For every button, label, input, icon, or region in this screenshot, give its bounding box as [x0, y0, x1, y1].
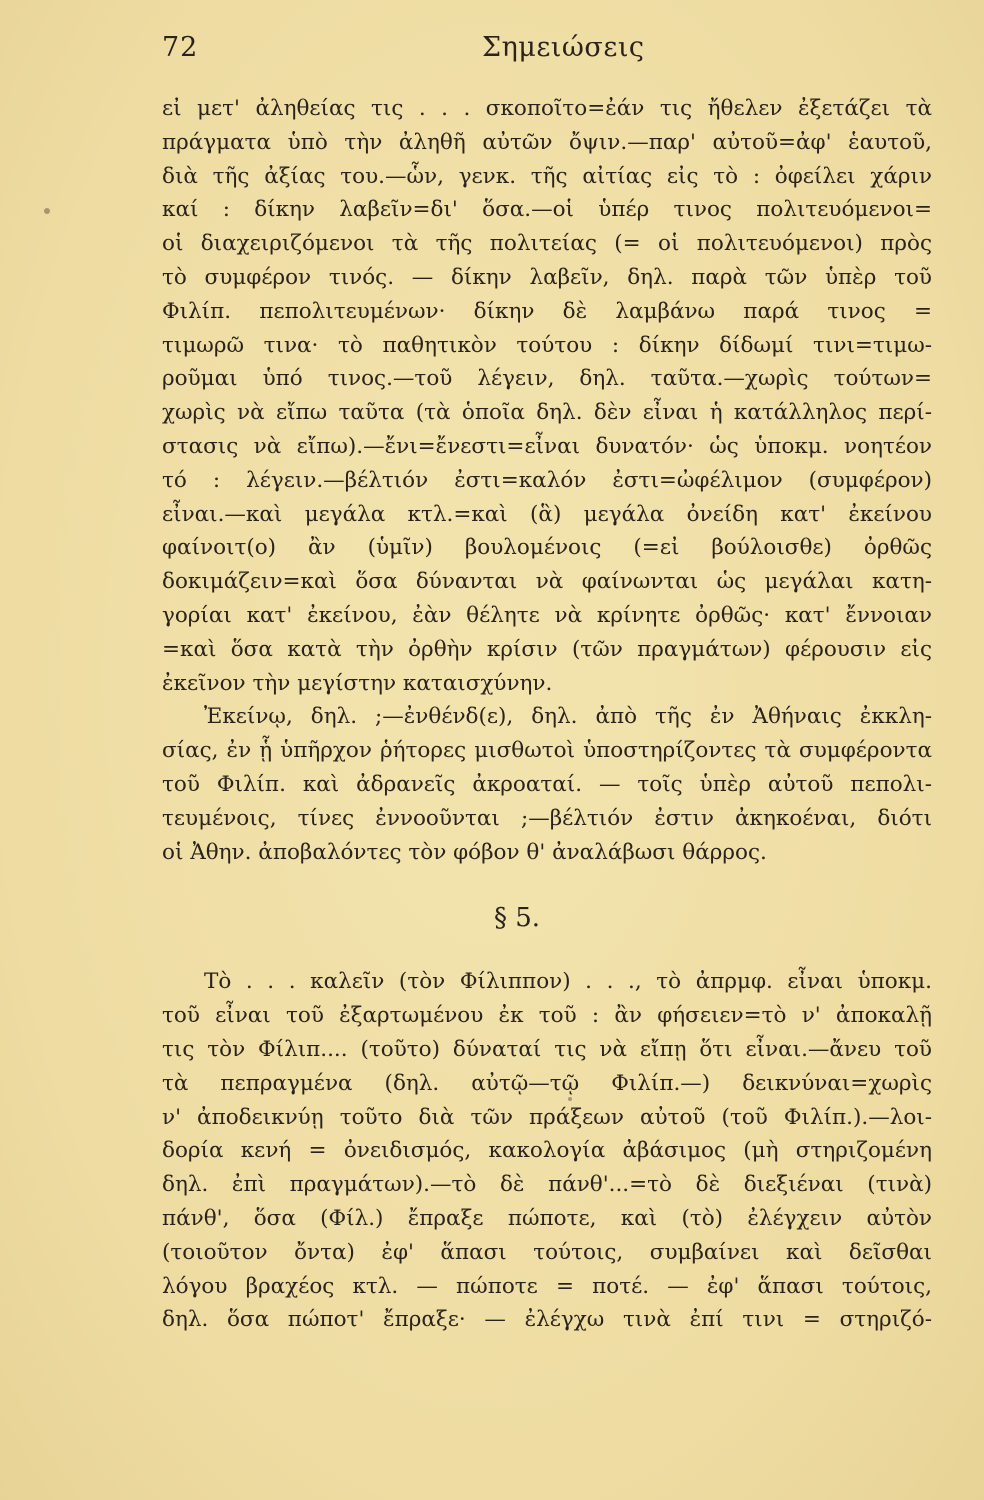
text-line: φαίνοιτ(ο) ἂν (ὑμῖν) βουλομένοις (=εἰ βούλοισθε) ὀρθῶς: [162, 535, 932, 561]
running-title: Σημειώσεις: [482, 32, 645, 63]
page-header: [162, 30, 932, 70]
text-line: οἱ Ἀθην. ἀποβαλόντες τὸν φόβον θ' ἀναλάβωσι θάρρος.: [162, 839, 767, 865]
text-line: τοῦ Φιλίπ. καὶ ἀδρανεῖς ἀκροαταί. — τοῖς ὑπὲρ αὐτοῦ πεπολι-: [162, 771, 932, 797]
text-line: τις τὸν Φίλιπ.... (τοῦτο) δύναταί τις νὰ εἴπῃ ὅτι εἶναι.—ἄνευ τοῦ: [162, 1036, 932, 1062]
text-line: =καὶ ὅσα κατὰ τὴν ὀρθὴν κρίσιν (τῶν πραγμάτων) φέρουσιν εἰς: [162, 636, 932, 662]
text-line: πάνθ', ὅσα (Φίλ.) ἔπραξε πώποτε, καὶ (τὸ) ἐλέγχειν αὐτὸν: [162, 1205, 932, 1231]
text-line: Ἐκείνῳ, δηλ. ;—ἐνθένδ(ε), δηλ. ἀπὸ τῆς ἐν Ἀθήναις ἐκκλη-: [204, 704, 932, 730]
text-line: Φιλίπ. πεπολιτευμένων· δίκην δὲ λαμβάνω παρά τινος =: [162, 298, 932, 324]
text-line: δορία κενή = ὀνειδισμός, κακολογία ἀβάσιμος (μὴ στηριζομένη: [162, 1138, 932, 1164]
ink-spot: [568, 1097, 572, 1101]
text-line: ν' ἀποδεικνύῃ τοῦτο διὰ τῶν πράξεων αὐτοῦ (τοῦ Φιλίπ.).—λοι-: [162, 1104, 932, 1130]
text-line: ροῦμαι ὑπό τινος.—τοῦ λέγειν, δηλ. ταῦτα.—χωρὶς τούτων=: [162, 366, 932, 392]
text-line: λόγου βραχέος κτλ. — πώποτε = ποτέ. — ἐφ' ἅπασι τούτοις,: [162, 1273, 932, 1299]
text-line: τοῦ εἶναι τοῦ ἐξαρτωμένου ἐκ τοῦ : ἂν φήσειεν=τὸ ν' ἀποκαλῇ: [162, 1003, 932, 1029]
text-line: ἐκεῖνον τὴν μεγίστην καταισχύνην.: [162, 670, 553, 696]
text-line: Τὸ . . . καλεῖν (τὸν Φίλιππον) . . ., τὸ ἀπρμφ. εἶναι ὑποκμ.: [204, 969, 932, 995]
text-line: εἶναι.—καὶ μεγάλα κτλ.=καὶ (ἃ) μεγάλα ὀνείδη κατ' ἐκείνου: [162, 501, 932, 527]
text-line: (τοιοῦτον ὄντα) ἐφ' ἅπασι τούτοις, συμβαίνει καὶ δεῖσθαι: [162, 1239, 932, 1265]
text-line: διὰ τῆς ἀξίας του.—ὧν, γενκ. τῆς αἰτίας εἰς τὸ : ὀφείλει χάριν: [162, 163, 932, 189]
text-line: τό : λέγειν.—βέλτιόν ἐστι=καλόν ἐστι=ὠφέλιμον (συμφέρον): [162, 467, 932, 493]
text-line: τιμωρῶ τινα· τὸ παθητικὸν τούτου : δίκην δίδωμί τινι=τιμω-: [162, 332, 932, 358]
text-line: τὸ συμφέρον τινός. — δίκην λαβεῖν, δηλ. παρὰ τῶν ὑπὲρ τοῦ: [162, 264, 932, 290]
text-line: δηλ. ὅσα πώποτ' ἔπραξε· — ἐλέγχω τινὰ ἐπί τινι = στηριζό-: [162, 1307, 932, 1333]
notes-body: [162, 92, 932, 1337]
text-line: πράγματα ὑπὸ τὴν ἀληθῆ αὐτῶν ὄψιν.—παρ' αὐτοῦ=ἀφ' ἑαυτοῦ,: [162, 129, 932, 155]
text-line: στασις νὰ εἴπω).—ἔνι=ἔνεστι=εἶναι δυνατόν· ὡς ὑποκμ. νοητέον: [162, 433, 932, 459]
text-line: τευμένοις, τίνες ἐννοοῦνται ;—βέλτιόν ἐστιν ἀκηκοέναι, διότι: [162, 805, 932, 831]
text-line: τὰ πεπραγμένα (δηλ. αὐτῷ—τῷ Φιλίπ.—) δεικνύναι=χωρὶς: [162, 1070, 932, 1096]
text-line: δοκιμάζειν=καὶ ὅσα δύνανται νὰ φαίνωνται ὡς μεγάλαι κατη-: [162, 569, 932, 595]
text-line: οἱ διαχειριζόμενοι τὰ τῆς πολιτείας (= οἱ πολιτευόμενοι) πρὸς: [162, 231, 932, 257]
section-heading: § 5.: [493, 903, 541, 934]
text-line: χωρὶς νὰ εἴπω ταῦτα (τὰ ὁποῖα δηλ. δὲν εἶναι ἡ κατάλληλος περί-: [162, 400, 932, 426]
text-line: γορίαι κατ' ἐκείνου, ἐὰν θέλητε νὰ κρίνητε ὀρθῶς· κατ' ἔννοιαν: [162, 602, 932, 628]
page-number: 72: [162, 32, 199, 63]
text-line: εἰ μετ' ἀληθείας τις . . . σκοποῖτο=ἐάν τις ἤθελεν ἐξετάζει τὰ: [162, 96, 932, 121]
text-line: καί : δίκην λαβεῖν=δι' ὅσα.—οἱ ὑπέρ τινος πολιτευόμενοι=: [162, 197, 932, 223]
text-line: σίας, ἐν ᾗ ὑπῆρχον ῥήτορες μισθωτοὶ ὑποστηρίζοντες τὰ συμφέροντα: [162, 738, 932, 764]
ink-spot: [44, 208, 50, 214]
text-line: δηλ. ἐπὶ πραγμάτων).—τὸ δὲ πάνθ'...=τὸ δὲ διεξιέναι (τινὰ): [162, 1172, 932, 1198]
